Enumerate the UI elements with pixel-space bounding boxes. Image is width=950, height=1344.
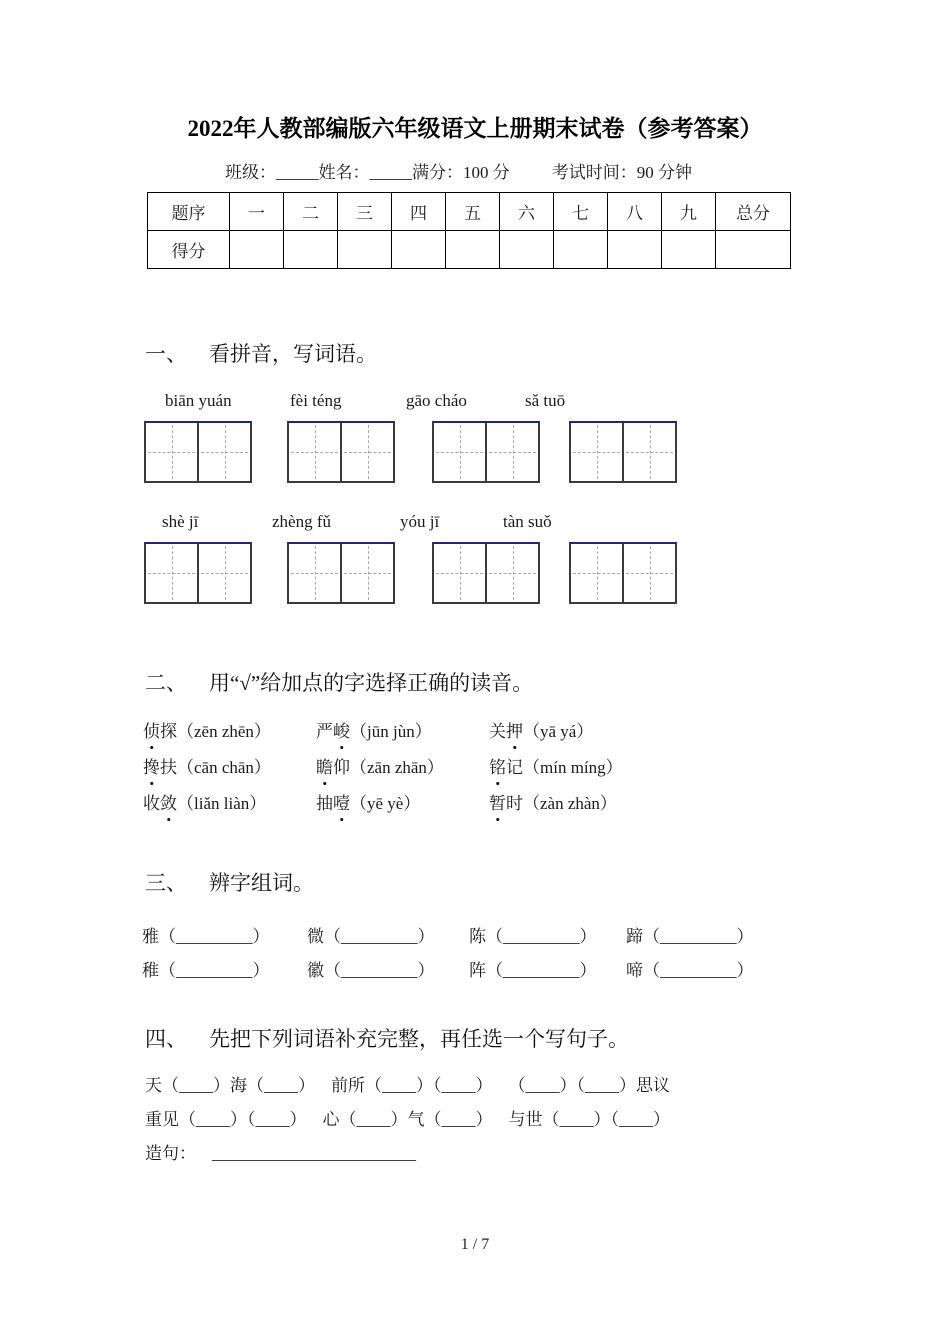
word-char: 严	[316, 722, 333, 741]
word-building-item	[469, 958, 626, 984]
word-char: 搀	[143, 756, 160, 780]
header-cell: 题序	[148, 193, 230, 231]
answer-blank: （_________）	[486, 961, 597, 980]
header-cell: 五	[446, 193, 500, 231]
answer-blank: （_________）	[324, 961, 435, 980]
section-title: 看拼音，写词语。	[209, 342, 377, 366]
score-table-score-row	[148, 231, 791, 269]
pinyin-label: shè jī	[162, 512, 199, 531]
writing-grid	[432, 421, 540, 483]
writing-cell	[571, 423, 622, 481]
score-empty-cell	[500, 231, 554, 269]
answer-blank: （_________）	[159, 927, 270, 946]
writing-grid	[432, 542, 540, 604]
answer-blank: （_________）	[643, 961, 754, 980]
word-char: 探	[160, 722, 177, 741]
word-char: 噎	[333, 792, 350, 816]
writing-cell	[289, 544, 340, 602]
score-empty-cell	[554, 231, 608, 269]
section-title: 用“√”给加点的字选择正确的读音。	[209, 671, 534, 695]
writing-cell	[340, 423, 393, 481]
word-char: 时	[506, 794, 523, 813]
word-char: 抽	[316, 794, 333, 813]
header-cell: 三	[338, 193, 392, 231]
exam-time: 考试时间：90 分钟	[551, 163, 692, 182]
pinyin-options: （cān chān）	[177, 758, 271, 777]
section-one-heading	[145, 339, 950, 369]
pinyin-options: （zān zhān）	[350, 758, 444, 777]
section-title: 先把下列词语补充完整，再任选一个写句子。	[209, 1027, 629, 1051]
name-blank: 姓名：_____	[318, 163, 412, 182]
page-title: 2022年人教部编版六年级语文上册期末试卷（参考答案）	[187, 116, 763, 141]
base-char: 啼	[626, 961, 643, 980]
pinyin-options: （zēn zhēn）	[177, 722, 271, 741]
score-table	[147, 192, 791, 269]
pronunciation-item	[316, 720, 489, 744]
score-empty-cell	[716, 231, 791, 269]
pronunciation-item	[316, 792, 489, 816]
answer-blank: （_________）	[324, 927, 435, 946]
word-building-row	[142, 924, 950, 950]
pinyin-label: yóu jī	[400, 512, 440, 531]
pinyin-options: （zàn zhàn）	[523, 794, 617, 813]
header-cell: 六	[500, 193, 554, 231]
writing-grid	[144, 542, 252, 604]
writing-grid	[144, 421, 252, 483]
word-char: 仰	[333, 758, 350, 777]
idiom-line-2	[145, 1108, 950, 1132]
header-cell: 九	[662, 193, 716, 231]
idiom-segment: 前所（____）（____）	[331, 1076, 493, 1095]
word-char: 瞻	[316, 756, 333, 780]
writing-grid	[287, 542, 395, 604]
base-char: 雅	[142, 927, 159, 946]
idiom-segment: （____）（____）思议	[508, 1076, 670, 1095]
idiom-line-1	[145, 1074, 950, 1098]
score-empty-cell	[338, 231, 392, 269]
idiom-segment: 重见（____）（____）	[145, 1110, 307, 1129]
section-title: 辨字组词。	[209, 871, 314, 895]
section-number: 二、	[145, 671, 187, 695]
sentence-blank: ________________________	[212, 1144, 416, 1163]
sentence-label: 造句：	[145, 1144, 196, 1163]
sentence-line	[145, 1142, 950, 1166]
writing-cell	[434, 423, 485, 481]
score-label-cell: 得分	[148, 231, 230, 269]
score-empty-cell	[284, 231, 338, 269]
pronunciation-row	[143, 792, 950, 816]
section-number: 三、	[145, 871, 187, 895]
pinyin-options: （liǎn liàn）	[177, 794, 267, 813]
pinyin-label: tàn suǒ	[503, 512, 552, 531]
pinyin-options: （yā yá）	[523, 722, 594, 741]
base-char: 陈	[469, 927, 486, 946]
word-building-item	[307, 924, 469, 950]
score-empty-cell	[608, 231, 662, 269]
writing-grid	[569, 421, 677, 483]
writing-cell	[434, 544, 485, 602]
pinyin-row-2	[0, 512, 950, 534]
base-char: 蹄	[626, 927, 643, 946]
writing-cell	[146, 423, 197, 481]
class-blank: 班级：_____	[225, 163, 319, 182]
writing-cell	[340, 544, 393, 602]
pronunciation-item	[489, 720, 593, 744]
word-building-item	[626, 958, 754, 984]
word-char: 侦	[143, 720, 160, 744]
writing-cell	[622, 423, 675, 481]
word-char: 收	[143, 794, 160, 813]
writing-cell	[485, 544, 538, 602]
meta-line	[225, 162, 950, 184]
writing-cell	[146, 544, 197, 602]
pinyin-label: fèi téng	[290, 391, 342, 410]
pinyin-row-1	[0, 391, 950, 413]
score-empty-cell	[662, 231, 716, 269]
writing-cell	[485, 423, 538, 481]
word-building-row	[142, 958, 950, 984]
pinyin-options: （yē yè）	[350, 794, 421, 813]
word-building-item	[469, 924, 626, 950]
answer-blank: （_________）	[643, 927, 754, 946]
section-four-heading	[145, 1024, 950, 1054]
word-char: 扶	[160, 758, 177, 777]
word-char: 铭	[489, 756, 506, 780]
header-cell: 八	[608, 193, 662, 231]
section-three-heading	[145, 868, 950, 898]
section-number: 一、	[145, 342, 187, 366]
word-char: 敛	[160, 792, 177, 816]
header-cell: 七	[554, 193, 608, 231]
pronunciation-row	[143, 720, 950, 744]
base-char: 稚	[142, 961, 159, 980]
score-empty-cell	[230, 231, 284, 269]
idiom-segment: 天（____）海（____）	[145, 1076, 315, 1095]
score-empty-cell	[446, 231, 500, 269]
word-char: 峻	[333, 720, 350, 744]
writing-grid	[569, 542, 677, 604]
score-table-header-row	[148, 193, 791, 231]
word-char: 记	[506, 758, 523, 777]
word-building-item	[307, 958, 469, 984]
base-char: 阵	[469, 961, 486, 980]
writing-cell	[289, 423, 340, 481]
writing-cell	[197, 544, 250, 602]
pinyin-options: （jūn jùn）	[350, 722, 432, 741]
word-building-item	[142, 924, 307, 950]
answer-blank: （_________）	[486, 927, 597, 946]
writing-cell	[197, 423, 250, 481]
pronunciation-item	[316, 756, 489, 780]
base-char: 徽	[307, 961, 324, 980]
full-score: 满分：100 分	[412, 163, 510, 182]
word-char: 关	[489, 722, 506, 741]
idiom-segment: 与世（____）（____）	[508, 1110, 670, 1129]
page-number: 1 / 7	[460, 1236, 490, 1253]
pronunciation-item	[489, 792, 617, 816]
score-empty-cell	[392, 231, 446, 269]
writing-grid-row-1	[144, 421, 950, 483]
pinyin-label: biān yuán	[165, 391, 232, 410]
pronunciation-item	[143, 720, 316, 744]
idiom-segment: 心（____）气（____）	[322, 1110, 493, 1129]
section-two-heading	[145, 668, 950, 698]
pronunciation-item	[489, 756, 623, 780]
pinyin-label: gāo cháo	[406, 391, 467, 410]
section-number: 四、	[145, 1027, 187, 1051]
word-building-item	[626, 924, 754, 950]
word-building-item	[142, 958, 307, 984]
pinyin-label: zhèng fǔ	[272, 512, 332, 531]
header-cell: 二	[284, 193, 338, 231]
writing-grid	[287, 421, 395, 483]
pronunciation-item	[143, 756, 316, 780]
header-cell: 一	[230, 193, 284, 231]
writing-cell	[571, 544, 622, 602]
header-cell: 四	[392, 193, 446, 231]
base-char: 微	[307, 927, 324, 946]
pronunciation-item	[143, 792, 316, 816]
writing-cell	[622, 544, 675, 602]
word-char: 暂	[489, 792, 506, 816]
word-char: 押	[506, 720, 523, 744]
pinyin-options: （mín míng）	[523, 758, 623, 777]
pinyin-label: sǎ tuō	[525, 391, 566, 410]
answer-blank: （_________）	[159, 961, 270, 980]
pronunciation-row	[143, 756, 950, 780]
writing-grid-row-2	[144, 542, 950, 604]
header-cell: 总分	[716, 193, 791, 231]
